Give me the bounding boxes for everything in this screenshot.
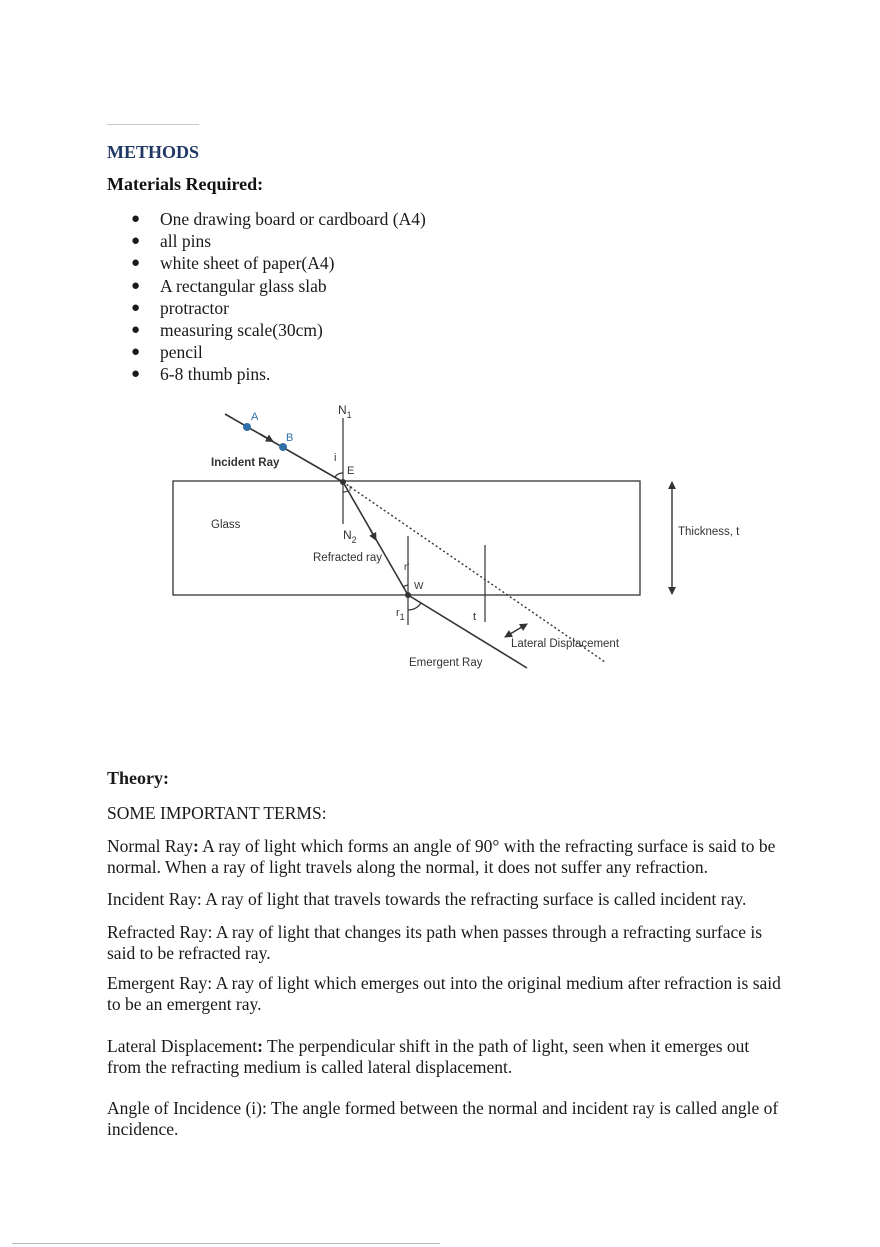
methods-heading: METHODS: [107, 142, 200, 162]
label-thickness: Thickness, t: [678, 526, 740, 538]
lateral-displacement-arrow-icon: [505, 624, 527, 637]
label-t: t: [473, 611, 477, 623]
list-item: ● measuring scale(30cm): [131, 320, 323, 341]
label-w: W: [414, 581, 424, 592]
term-separator: :: [196, 889, 202, 909]
term-separator: :: [262, 1098, 267, 1118]
label-incident-ray: Incident Ray: [211, 457, 280, 469]
point-a: [243, 423, 251, 431]
term-name: Lateral Displacement: [107, 1036, 258, 1056]
label-n2: $N_2$: [343, 528, 357, 545]
angle-r1-arc: [408, 603, 421, 610]
list-item: ● One drawing board or cardboard (A4): [131, 209, 426, 229]
term-normal-ray: [107, 836, 787, 877]
list-item: ● 6-8 thumb pins.: [131, 364, 271, 385]
term-lateral-displacement: [107, 1036, 787, 1077]
term-name: Incident Ray: [107, 889, 197, 909]
term-definition: A ray of light that travels towards the refracting surface is called incident ray.: [201, 889, 747, 909]
term-emergent-ray: [107, 973, 787, 1014]
refraction-diagram: [165, 400, 765, 680]
term-definition: A ray of light that changes its path when passes through a refracting surface is said to be refracted ray.: [107, 922, 763, 963]
bullet-icon: ●: [131, 366, 141, 383]
angle-r-prime-arc: [403, 585, 408, 587]
footer-rule: [12, 1243, 440, 1244]
list-item: ● all pins: [131, 231, 212, 252]
bullet-icon: ●: [131, 211, 141, 227]
angle-r-arc: [343, 491, 348, 492]
angle-i-arc: [335, 473, 343, 477]
term-separator: :: [207, 922, 213, 942]
bullet-icon: ●: [131, 277, 141, 294]
term-definition: A ray of light which forms an angle of 90° with the refracting surface is said to be normal. When a ray of light travels along the normal, it does not suffer any refraction.: [107, 836, 776, 877]
term-refracted-ray: [107, 922, 787, 963]
incident-arrow-icon: [260, 434, 273, 442]
bullet-icon: ●: [131, 299, 141, 316]
term-name: Emergent Ray: [107, 973, 208, 993]
term-name: Refracted Ray: [107, 922, 208, 942]
point-e: [340, 479, 346, 485]
term-incident-ray: [107, 889, 787, 910]
materials-heading: Materials Required:: [107, 174, 264, 194]
bullet-icon: ●: [131, 255, 141, 272]
point-w: [405, 592, 411, 598]
refracted-arrow-icon: [370, 529, 376, 540]
list-item: ● white sheet of paper(A4): [131, 253, 335, 274]
materials-list: [131, 208, 426, 386]
theory-heading: Theory:: [107, 768, 169, 788]
term-definition: The perpendicular shift in the path of light, seen when it emerges out from the refracting medium is called lateral displacement.: [107, 1036, 750, 1077]
point-b: [279, 443, 287, 451]
label-lateral-displacement: Lateral Displacement: [511, 638, 620, 650]
glass-slab: [173, 481, 640, 595]
label-r1: $r_1$: [396, 607, 405, 622]
label-r: r: [349, 483, 352, 493]
list-item: ● protractor: [131, 297, 229, 318]
term-name: Normal Ray: [107, 836, 194, 856]
label-e: E: [347, 465, 355, 477]
term-definition: The angle formed between the normal and incident ray is called angle of incidence.: [107, 1098, 779, 1139]
term-name: Angle of Incidence (i): [107, 1098, 262, 1118]
term-separator: :: [193, 836, 199, 856]
label-i: i: [334, 452, 337, 464]
label-emergent-ray: Emergent Ray: [409, 657, 483, 669]
bullet-icon: ●: [131, 322, 141, 339]
term-separator: :: [207, 973, 213, 993]
label-glass: Glass: [211, 519, 241, 531]
label-refracted-ray: Refracted ray: [313, 552, 383, 564]
label-r-prime: r': [404, 562, 410, 573]
bullet-icon: ●: [131, 233, 141, 250]
list-item: ● A rectangular glass slab: [131, 275, 327, 296]
list-item: ● pencil: [131, 342, 203, 363]
theory-intro: SOME IMPORTANT TERMS:: [107, 803, 327, 823]
label-b: B: [286, 432, 294, 444]
label-a: A: [251, 411, 259, 423]
term-separator: :: [257, 1036, 263, 1056]
header-rule: [107, 124, 199, 125]
term-definition: A ray of light which emerges out into the original medium after refraction is said to be an emergent ray.: [107, 973, 781, 1014]
bullet-icon: ●: [131, 344, 141, 361]
label-n1: $N_1$: [338, 403, 352, 420]
term-angle-of-incidence: [107, 1098, 787, 1139]
